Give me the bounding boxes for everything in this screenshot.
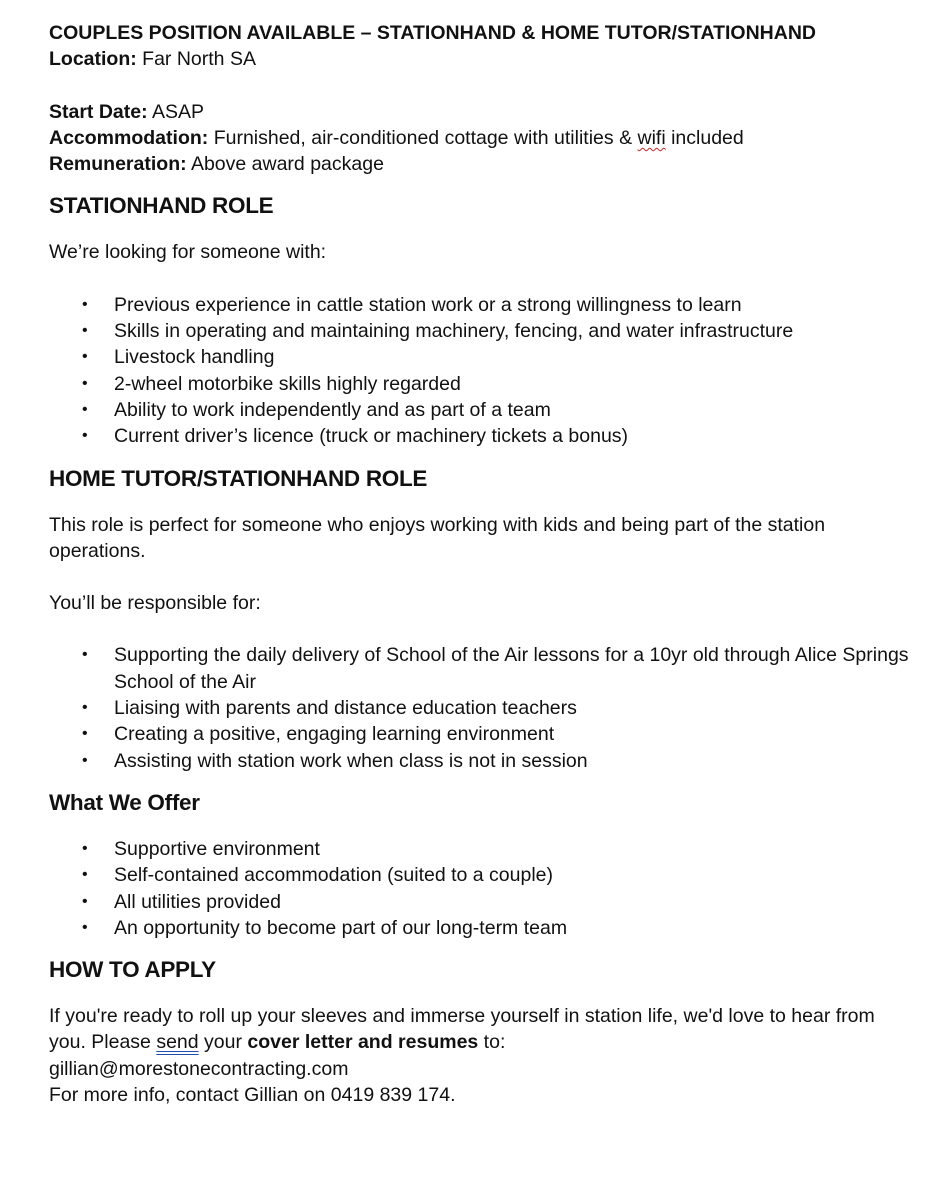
apply-email: gillian@morestonecontracting.com	[49, 1057, 349, 1080]
start-date-label: Start Date:	[49, 100, 148, 123]
list-item: • All utilities provided	[49, 889, 909, 915]
accommodation-value	[214, 127, 744, 149]
location-label: Location:	[49, 48, 137, 71]
bullet-icon: •	[82, 295, 88, 313]
bullet-icon: •	[82, 892, 88, 910]
apply-contact: For more info, contact Gillian on 0419 839 174.	[49, 1084, 456, 1107]
tutor-intro: This role is perfect for someone who enjoys working with kids and being part of the station operations.	[49, 513, 826, 562]
remuneration-line	[49, 151, 909, 177]
tutor-list	[49, 642, 909, 773]
bullet-icon: •	[82, 699, 88, 717]
list-item: • Supportive environment	[49, 836, 909, 862]
remuneration-value: Above award package	[190, 153, 384, 176]
bullet-icon: •	[82, 839, 88, 857]
start-date-line	[49, 99, 909, 125]
apply-bold-text: cover letter and resumes	[247, 1031, 479, 1054]
stationhand-intro: We’re looking for someone with:	[49, 241, 327, 264]
stationhand-list	[49, 292, 909, 450]
list-item: • Skills in operating and maintaining machinery, fencing, and water infrastructure	[49, 318, 909, 344]
bullet-icon: •	[82, 400, 88, 418]
tutor-heading: HOME TUTOR/STATIONHAND ROLE	[49, 465, 428, 491]
list-item: • Creating a positive, engaging learning environment	[49, 721, 909, 747]
bullet-icon: •	[82, 374, 88, 392]
start-date-value: ASAP	[151, 100, 204, 123]
offer-list	[49, 836, 909, 941]
location-value: Far North SA	[142, 48, 256, 71]
list-item: • Livestock handling	[49, 344, 909, 370]
bullet-icon: •	[82, 866, 88, 884]
bullet-icon: •	[82, 322, 88, 340]
bullet-icon: •	[82, 427, 88, 445]
offer-heading: What We Offer	[49, 789, 200, 815]
list-item: • Assisting with station work when class is not in session	[49, 748, 909, 774]
bullet-icon: •	[82, 751, 88, 769]
tutor-responsible: You’ll be responsible for:	[49, 592, 261, 615]
accommodation-text-end: included	[665, 126, 744, 149]
apply-paragraph: If you're ready to roll up your sleeves and immerse yourself in station life, we'd love to hear from you. Please send your cover letter and resumes to:	[49, 1005, 875, 1054]
accommodation-text: Furnished, air-conditioned cottage with utilities &	[213, 126, 638, 149]
list-item: • Self-contained accommodation (suited to a couple)	[49, 862, 909, 888]
document-page	[49, 20, 909, 1108]
list-item: • Previous experience in cattle station work or a strong willingness to learn	[49, 292, 909, 318]
bullet-icon: •	[82, 918, 88, 936]
list-item: • Current driver’s licence (truck or machinery tickets a bonus)	[49, 423, 909, 449]
accommodation-line	[49, 125, 909, 151]
remuneration-label: Remuneration:	[49, 153, 187, 176]
accommodation-label: Accommodation:	[49, 126, 209, 149]
grammar-flag-send[interactable]: send	[156, 1031, 199, 1054]
list-item: • Ability to work independently and as part of a team	[49, 397, 909, 423]
bullet-icon: •	[82, 725, 88, 743]
bullet-icon: •	[82, 348, 88, 366]
list-item: • Supporting the daily delivery of School of the Air lessons for a 10yr old through Alice Springs School of the Air	[82, 644, 909, 693]
spellcheck-word-wifi[interactable]: wifi	[637, 126, 666, 149]
list-item: • An opportunity to become part of our long-term team	[49, 915, 909, 941]
location-line	[49, 46, 909, 72]
stationhand-heading: STATIONHAND ROLE	[49, 193, 274, 219]
apply-heading: HOW TO APPLY	[49, 957, 216, 983]
list-item: • Liaising with parents and distance education teachers	[49, 695, 909, 721]
document-title: COUPLES POSITION AVAILABLE – STATIONHAND & HOME TUTOR/STATIONHAND	[49, 22, 817, 44]
list-item: • 2-wheel motorbike skills highly regarded	[49, 371, 909, 397]
bullet-icon: •	[82, 646, 88, 664]
